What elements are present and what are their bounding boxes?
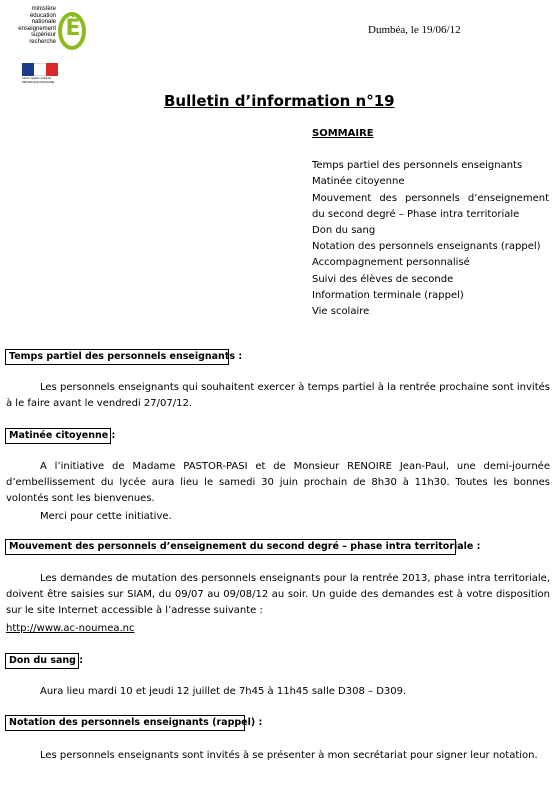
logo-line: éducation xyxy=(29,12,56,19)
section-heading: Temps partiel des personnels enseignants : xyxy=(5,349,229,365)
logo-line: nationale xyxy=(31,19,56,25)
section-heading: Notation des personnels enseignants (rappel) : xyxy=(5,715,245,731)
toc-item: Matinée citoyenne xyxy=(312,176,405,188)
logo-text xyxy=(14,6,56,45)
logo-line: supérieur xyxy=(30,32,56,38)
toc-item: Vie scolaire xyxy=(312,306,370,318)
document-title: Bulletin d’information n°19 xyxy=(164,92,395,110)
section-paragraph: A l’initiative de Madame PASTOR-PASI et de Monsieur RENOIRE Jean-Paul, une demi-journée d’embellissement du lycée aura lieu le samedi 30 juin prochain de 8h30 à 11h30. Toutes les bonnes volontés sont les bienvenues. xyxy=(6,461,550,505)
marianne-republic: RÉPUBLIQUE FRANÇAISE xyxy=(22,81,55,84)
logo-line: enseignement xyxy=(18,25,56,32)
logo-line: recherche xyxy=(29,38,56,45)
flag-icon xyxy=(22,63,58,76)
section-heading: Matinée citoyenne : xyxy=(5,428,111,444)
marianne-logo xyxy=(22,63,58,85)
section-paragraph: Merci pour cette initiative. xyxy=(40,511,172,522)
logo-line: ministère xyxy=(31,6,56,12)
toc-heading: SOMMAIRE xyxy=(312,128,374,139)
document-date: Dumbéa, le 19/06/12 xyxy=(368,24,461,36)
website-link[interactable]: http://www.ac-noumea.nc xyxy=(6,623,135,634)
section-heading: Mouvement des personnels d’enseignement du second degré – phase intra territoriale : xyxy=(5,539,456,555)
toc-item: Don du sang xyxy=(312,225,376,237)
section-heading: Don du sang : xyxy=(5,653,79,669)
section-paragraph: Aura lieu mardi 10 et jeudi 12 juillet de 7h45 à 11h45 salle D308 – D309. xyxy=(40,686,407,697)
logo-letter: É xyxy=(65,16,81,41)
section-paragraph: Les personnels enseignants qui souhaitent exercer à temps partiel à la rentrée prochaine sont invités à le faire avant le vendredi 27/07/12. xyxy=(6,382,550,410)
toc-item: Accompagnement personnalisé xyxy=(312,257,470,269)
ministry-logo xyxy=(14,4,88,62)
marianne-motto: Liberté • Égalité • Fraternité xyxy=(22,77,52,80)
toc-item: Suivi des élèves de seconde xyxy=(312,273,454,285)
section-paragraph: Les personnels enseignants sont invités à se présenter à mon secrétariat pour signer leur notation. xyxy=(40,750,538,761)
toc-item: Information terminale (rappel) xyxy=(312,289,464,301)
section-paragraph: Les demandes de mutation des personnels enseignants pour la rentrée 2013, phase intra territoriale, doivent être saisies sur SIAM, du 09/07 au 09/08/12 au soir. Un guide des demandes est à votre disposition sur le site Internet accessible à l’adresse suivante : xyxy=(6,573,550,617)
toc-item: Mouvement des personnels d’enseignement du second degré – Phase intra territoriale xyxy=(312,192,549,220)
toc-item: Notation des personnels enseignants (rappel) xyxy=(312,241,541,253)
toc-item: Temps partiel des personnels enseignants xyxy=(312,160,523,172)
table-of-contents xyxy=(312,126,549,320)
